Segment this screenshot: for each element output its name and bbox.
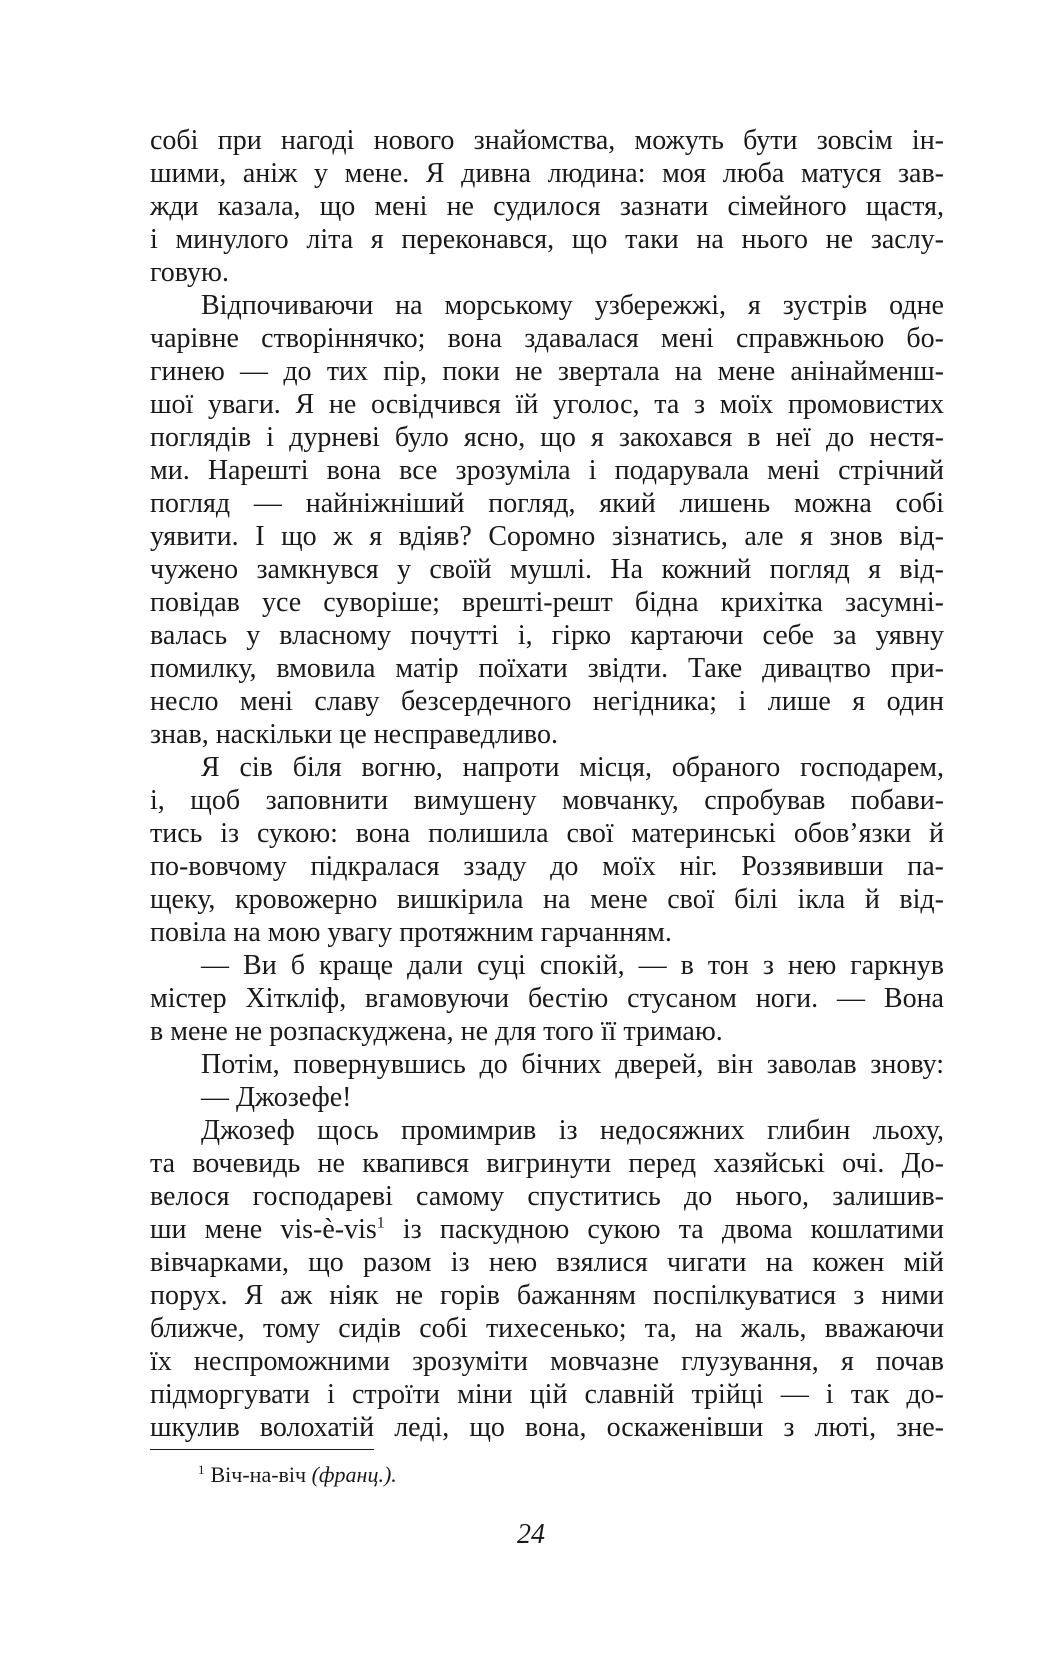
text-line: Потім, повернувшись до бічних дверей, він заволав знову: bbox=[201, 1049, 944, 1080]
text-line-start: ши мене vis-è-vis bbox=[150, 1214, 377, 1245]
footnote-reference: 1 bbox=[376, 1214, 385, 1232]
text-line: їх неспроможними зрозуміти мовчазне глузування, я почав bbox=[150, 1346, 944, 1377]
footnote-divider bbox=[150, 1449, 374, 1450]
text-line: Відпочиваючи на морському узбережжі, я зустрів одне bbox=[201, 290, 944, 321]
text-line: собі при нагоді нового знайомства, можуть бути зовсім ін- bbox=[150, 125, 944, 156]
text-line: повідав усе суворіше; врешті-решт бідна крихітка засумні- bbox=[150, 587, 944, 618]
text-line: і минулого літа я переконався, що таки на нього не заслу- bbox=[150, 224, 944, 255]
text-line bbox=[150, 1213, 944, 1246]
footnote-language-note: (франц.). bbox=[311, 1462, 397, 1487]
page-number: 24 bbox=[517, 1519, 545, 1550]
text-line: ми. Нарешті вона все зрозуміла і подарувала мені стрічний bbox=[150, 455, 944, 486]
text-line: та вочевидь не квапився вигринути перед хазяйські очі. До- bbox=[150, 1148, 944, 1179]
text-line: несло мені славу безсердечного негідника; і лише я один bbox=[150, 686, 944, 717]
text-line-end: із паскудною сукою та двома кошлатими bbox=[402, 1214, 944, 1245]
text-line: Я сів біля вогню, напроти місця, обраного господарем, bbox=[201, 752, 944, 783]
text-line: гинею — до тих пір, поки не звертала на мене анінайменш- bbox=[150, 356, 944, 387]
text-line: ближче, тому сидів собі тихесенько; та, на жаль, вважаючи bbox=[150, 1313, 944, 1344]
text-line: шої уваги. Я не освідчився їй уголос, та з моїх промовистих bbox=[150, 389, 944, 420]
text-line: знав, наскільки це несправедливо. bbox=[150, 719, 558, 750]
text-line: порух. Я аж ніяк не горів бажанням поспілкуватися з ними bbox=[150, 1280, 944, 1311]
text-line: говую. bbox=[150, 257, 229, 288]
text-line: і, щоб заповнити вимушену мовчанку, спробував побави- bbox=[150, 785, 944, 816]
text-line: помилку, вмовила матір поїхати звідти. Таке дивацтво при- bbox=[150, 653, 944, 684]
text-line: Джозеф щось промимрив із недосяжних глибин льоху, bbox=[201, 1115, 944, 1146]
text-line: поглядів і дурневі було ясно, що я закохався в неї до нестя- bbox=[150, 422, 944, 453]
text-line: шими, аніж у мене. Я дивна людина: моя люба матуся зав- bbox=[150, 158, 944, 189]
text-line: по-вовчому підкралася ззаду до моїх ніг. Роззявивши па- bbox=[150, 851, 944, 882]
footnote-marker: 1 bbox=[198, 1461, 205, 1477]
text-line: тись із сукою: вона полишила свої материнські обов’язки й bbox=[150, 818, 944, 849]
text-line: містер Хіткліф, вгамовуючи бестію стусаном ноги. — Вона bbox=[150, 983, 944, 1014]
text-line: чужено замкнувся у своїй мушлі. На кожний погляд я від- bbox=[150, 554, 944, 585]
text-line: вівчарками, що разом із нею взялися чигати на кожен мій bbox=[150, 1247, 944, 1278]
text-line: погляд — найніжніший погляд, який лишень можна собі bbox=[150, 488, 944, 519]
footnote-text: Віч-на-віч bbox=[210, 1462, 307, 1487]
text-line: велося господареві самому спуститись до нього, залишив- bbox=[150, 1181, 944, 1212]
text-line: жди казала, що мені не судилося зазнати сімейного щастя, bbox=[150, 191, 944, 222]
text-line: — Джозефе! bbox=[201, 1082, 352, 1113]
text-line: щеку, кровожерно вишкірила на мене свої білі ікла й від- bbox=[150, 884, 944, 915]
text-line: валась у власному почутті і, гірко картаючи себе за уявну bbox=[150, 620, 944, 651]
text-line: підморгувати і строїти міни цій славній трійці — і так до- bbox=[150, 1379, 944, 1410]
footnote bbox=[198, 1462, 397, 1488]
text-line: повіла на мою увагу протяжним гарчанням. bbox=[150, 917, 672, 948]
text-line: чарівне створіннячко; вона здавалася мені справжньою бо- bbox=[150, 323, 944, 354]
text-line: уявити. І що ж я вдіяв? Соромно зізнатись, але я знов від- bbox=[150, 521, 944, 552]
text-line: — Ви б краще дали суці спокій, — в тон з нею гаркнув bbox=[201, 950, 944, 981]
text-line: в мене не розпаскуджена, не для того її тримаю. bbox=[150, 1016, 723, 1047]
text-line: шкулив волохатій леді, що вона, оскаженівши з люті, зне- bbox=[150, 1412, 944, 1443]
page-body bbox=[150, 124, 944, 1444]
